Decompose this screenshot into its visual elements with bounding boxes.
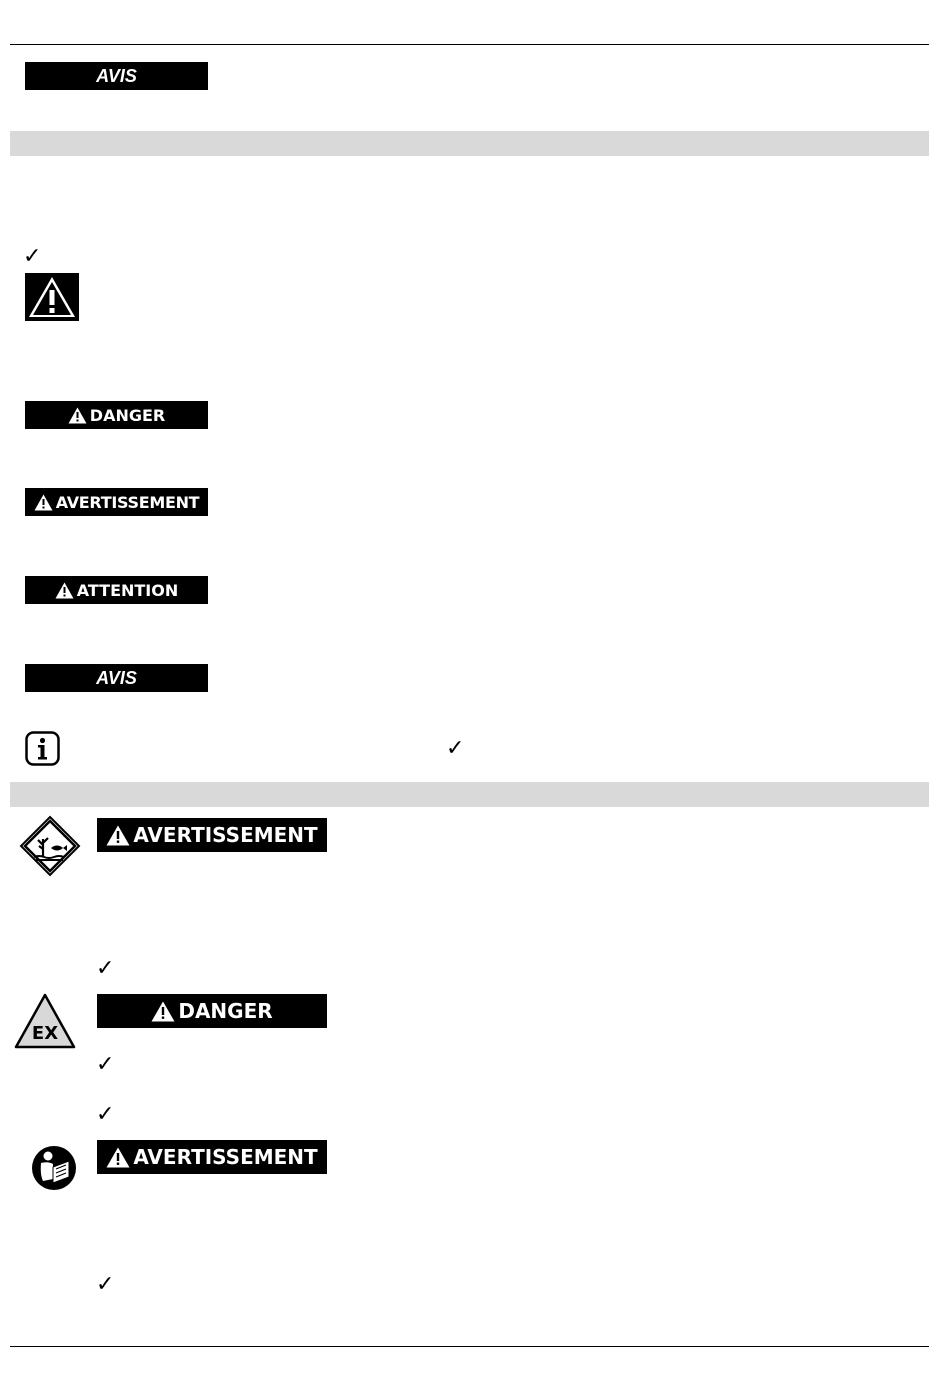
ex-icon-text: EX: [31, 1023, 59, 1044]
top-rule: [10, 44, 929, 45]
info-icon: [25, 731, 60, 766]
checkmark: ✓: [96, 956, 115, 981]
avertissement-label-text: AVERTISSEMENT: [55, 492, 200, 512]
avis-label: [25, 664, 208, 692]
checkmark: ✓: [23, 244, 42, 269]
danger-label: [25, 401, 208, 429]
warning-triangle-icon: [151, 1001, 175, 1022]
avis-label: [25, 62, 208, 90]
avis-label-text: AVIS: [96, 65, 137, 86]
warning-triangle-icon: [68, 407, 87, 424]
checkmark: ✓: [446, 736, 465, 761]
avertissement-label-text: AVERTISSEMENT: [133, 823, 318, 847]
section-band: [10, 782, 929, 807]
danger-label: [97, 994, 327, 1028]
explosive-atmosphere-icon: [14, 993, 76, 1049]
avertissement-label: [97, 1140, 327, 1174]
warning-triangle-icon: [34, 494, 53, 511]
section-band: [10, 131, 929, 156]
environment-hazard-icon: [19, 815, 81, 877]
avertissement-label: [97, 818, 327, 852]
warning-triangle-icon: [55, 582, 74, 599]
checkmark: ✓: [96, 1102, 115, 1127]
warning-triangle-icon: [106, 1147, 130, 1168]
attention-label: [25, 576, 208, 604]
danger-label-text: DANGER: [89, 405, 166, 425]
bottom-rule: [10, 1346, 929, 1347]
avertissement-label: [25, 488, 208, 516]
read-manual-icon: [31, 1145, 77, 1191]
checkmark: ✓: [96, 1052, 115, 1077]
avis-label-text: AVIS: [96, 667, 137, 688]
attention-label-text: ATTENTION: [76, 580, 179, 600]
avertissement-label-text: AVERTISSEMENT: [133, 1145, 318, 1169]
danger-label-text: DANGER: [178, 999, 273, 1023]
checkmark: ✓: [96, 1272, 115, 1297]
warning-triangle-icon: [106, 825, 130, 846]
warning-sign-icon: [25, 273, 79, 321]
